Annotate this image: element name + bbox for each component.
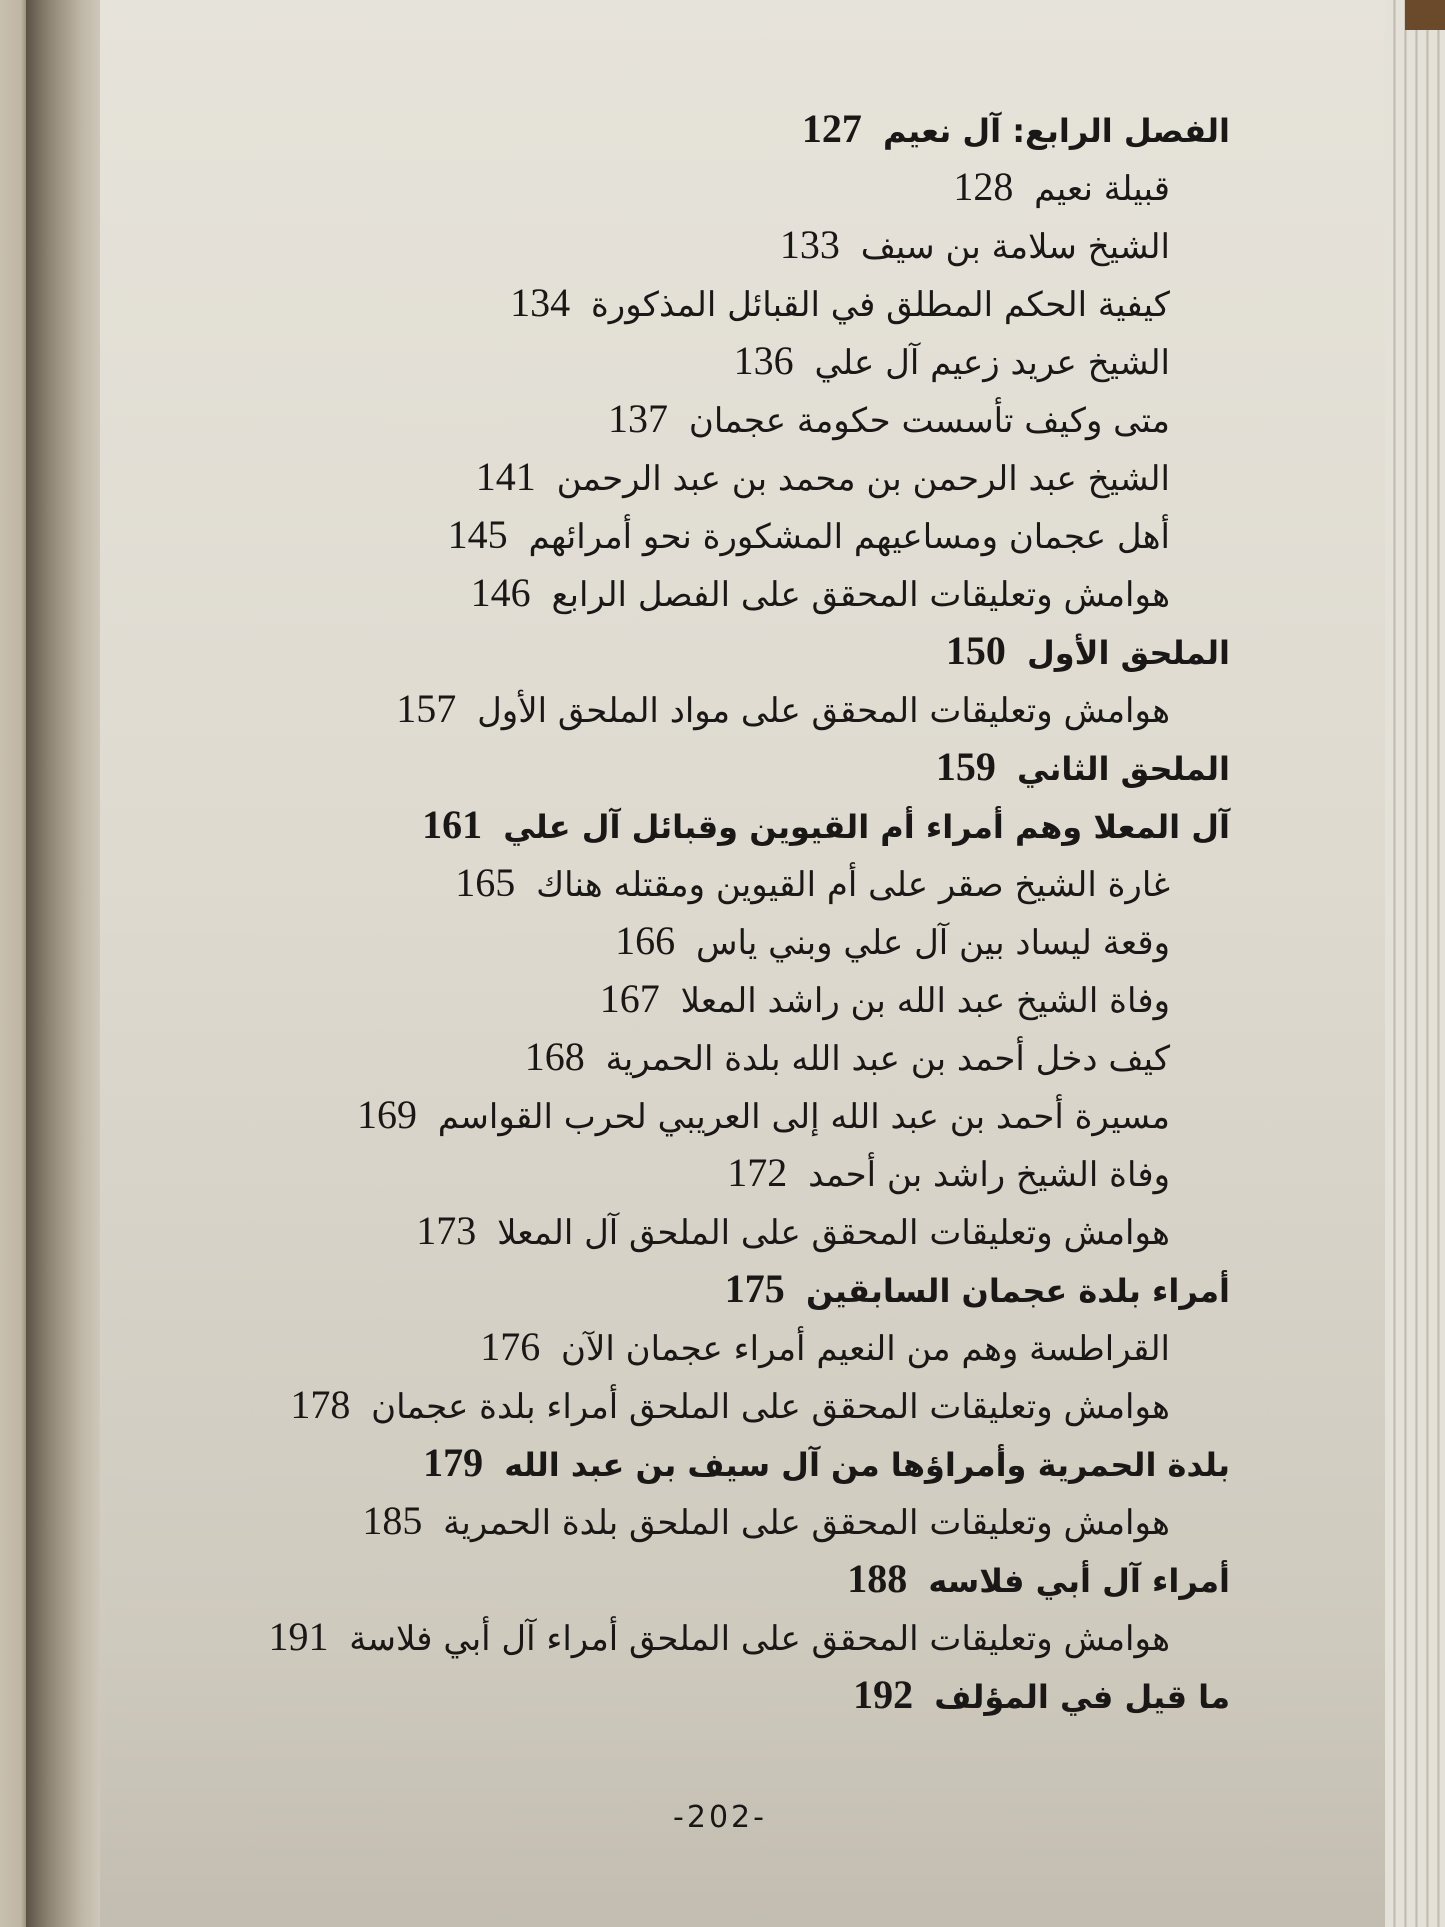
toc-entry-page: 161 [422,802,483,847]
toc-entry-title: هوامش وتعليقات المحقق على الملحق أمراء آل أبي فلاسة [349,1619,1170,1659]
toc-entry-section [200,796,1230,854]
toc-entry-page: 136 [733,338,794,383]
toc-entry-title: أهل عجمان ومساعيهم المشكورة نحو أمرائهم [528,517,1170,557]
toc-entry-title: متى وكيف تأسست حكومة عجمان [688,401,1170,441]
toc-entry-chapter [200,100,1230,158]
toc-entry [200,390,1170,448]
toc-entry-page: 168 [524,1034,585,1079]
toc-entry-section [200,1260,1230,1318]
toc-entry-page: 141 [475,454,536,499]
toc-entry-appendix [200,622,1230,680]
toc-entry-title: هوامش وتعليقات المحقق على الملحق بلدة الحمرية [443,1503,1170,1543]
toc-entry [200,1492,1170,1550]
toc-entry-page: 166 [615,918,676,963]
toc-entry-title: وفاة الشيخ عبد الله بن راشد المعلا [680,981,1170,1021]
toc-entry-title: الفصل الرابع: آل نعيم [882,112,1230,150]
toc-entry-page: 150 [945,628,1006,673]
toc-entry-title: القراطسة وهم من النعيم أمراء عجمان الآن [561,1329,1170,1369]
toc-entry-section [200,1666,1230,1724]
book-cover-corner [1405,0,1445,30]
toc-entry [200,564,1170,622]
toc-entry-page: 133 [779,222,840,267]
toc-entry [200,1318,1170,1376]
toc-entry-page: 172 [727,1150,788,1195]
toc-entry-title: أمراء آل أبي فلاسه [928,1562,1230,1600]
toc-entry-page: 134 [510,280,571,325]
toc-entry-page: 191 [268,1614,329,1659]
toc-entry-title: بلدة الحمرية وأمراؤها من آل سيف بن عبد الله [504,1446,1230,1484]
toc-entry-page: 173 [416,1208,477,1253]
toc-entry-page: 175 [724,1266,785,1311]
toc-entry-title: كيف دخل أحمد بن عبد الله بلدة الحمرية [605,1039,1170,1079]
toc-entry-page: 145 [447,512,508,557]
toc-entry-page: 188 [847,1556,908,1601]
toc-entry [200,970,1170,1028]
toc-entry [200,216,1170,274]
toc-entry-title: أمراء بلدة عجمان السابقين [805,1272,1230,1310]
toc-entry-title: الشيخ سلامة بن سيف [860,227,1170,267]
toc-entry [200,274,1170,332]
toc-entry [200,1028,1170,1086]
toc-entry [200,506,1170,564]
toc-entry-page: 157 [396,686,457,731]
table-of-contents [200,100,1230,1724]
toc-entry-page: 127 [801,106,862,151]
toc-entry-title: هوامش وتعليقات المحقق على مواد الملحق الأول [477,691,1170,731]
toc-entry [200,448,1170,506]
toc-entry-title: مسيرة أحمد بن عبد الله إلى العريبي لحرب القواسم [437,1097,1170,1137]
toc-entry-section [200,1434,1230,1492]
toc-entry-title: وفاة الشيخ راشد بن أحمد [808,1155,1170,1195]
toc-entry-title: الملحق الأول [1027,634,1230,672]
toc-entry-title: الشيخ عريد زعيم آل علي [814,343,1170,383]
toc-entry-page: 165 [455,860,516,905]
toc-entry-title: هوامش وتعليقات المحقق على الملحق أمراء بلدة عجمان [371,1387,1170,1427]
toc-entry-title: الملحق الثاني [1017,750,1230,788]
facing-page-edge [0,0,26,1927]
toc-entry-title: ما قيل في المؤلف [934,1678,1230,1716]
toc-entry-title: هوامش وتعليقات المحقق على الفصل الرابع [551,575,1170,615]
toc-entry-page: 169 [356,1092,417,1137]
toc-entry [200,158,1170,216]
toc-entry-section [200,1550,1230,1608]
toc-entry-title: غارة الشيخ صقر على أم القيوين ومقتله هناك [536,865,1170,905]
toc-entry [200,1608,1170,1666]
toc-entry [200,854,1170,912]
toc-entry-page: 185 [362,1498,423,1543]
toc-entry [200,680,1170,738]
toc-entry [200,1086,1170,1144]
toc-entry-title: هوامش وتعليقات المحقق على الملحق آل المعلا [497,1213,1170,1253]
toc-entry [200,332,1170,390]
toc-entry-page: 192 [853,1672,914,1717]
toc-entry-appendix [200,738,1230,796]
toc-entry [200,912,1170,970]
toc-entry-title: آل المعلا وهم أمراء أم القيوين وقبائل آل علي [503,808,1230,846]
toc-entry-page: 178 [290,1382,351,1427]
toc-entry-page: 137 [608,396,669,441]
toc-entry-title: كيفية الحكم المطلق في القبائل المذكورة [590,285,1170,325]
toc-entry-page: 179 [423,1440,484,1485]
toc-entry-page: 176 [480,1324,541,1369]
toc-entry-title: قبيلة نعيم [1034,169,1170,209]
page-stack-edges [1385,0,1445,1927]
toc-entry [200,1144,1170,1202]
toc-entry-page: 146 [470,570,531,615]
toc-entry-page: 159 [935,744,996,789]
toc-entry [200,1202,1170,1260]
toc-entry-page: 167 [599,976,660,1021]
toc-entry-title: الشيخ عبد الرحمن بن محمد بن عبد الرحمن [556,459,1170,499]
toc-entry [200,1376,1170,1434]
toc-entry-page: 128 [953,164,1014,209]
toc-entry-title: وقعة ليساد بين آل علي وبني ياس [695,923,1170,963]
page-number-footer: -202- [673,1800,767,1835]
